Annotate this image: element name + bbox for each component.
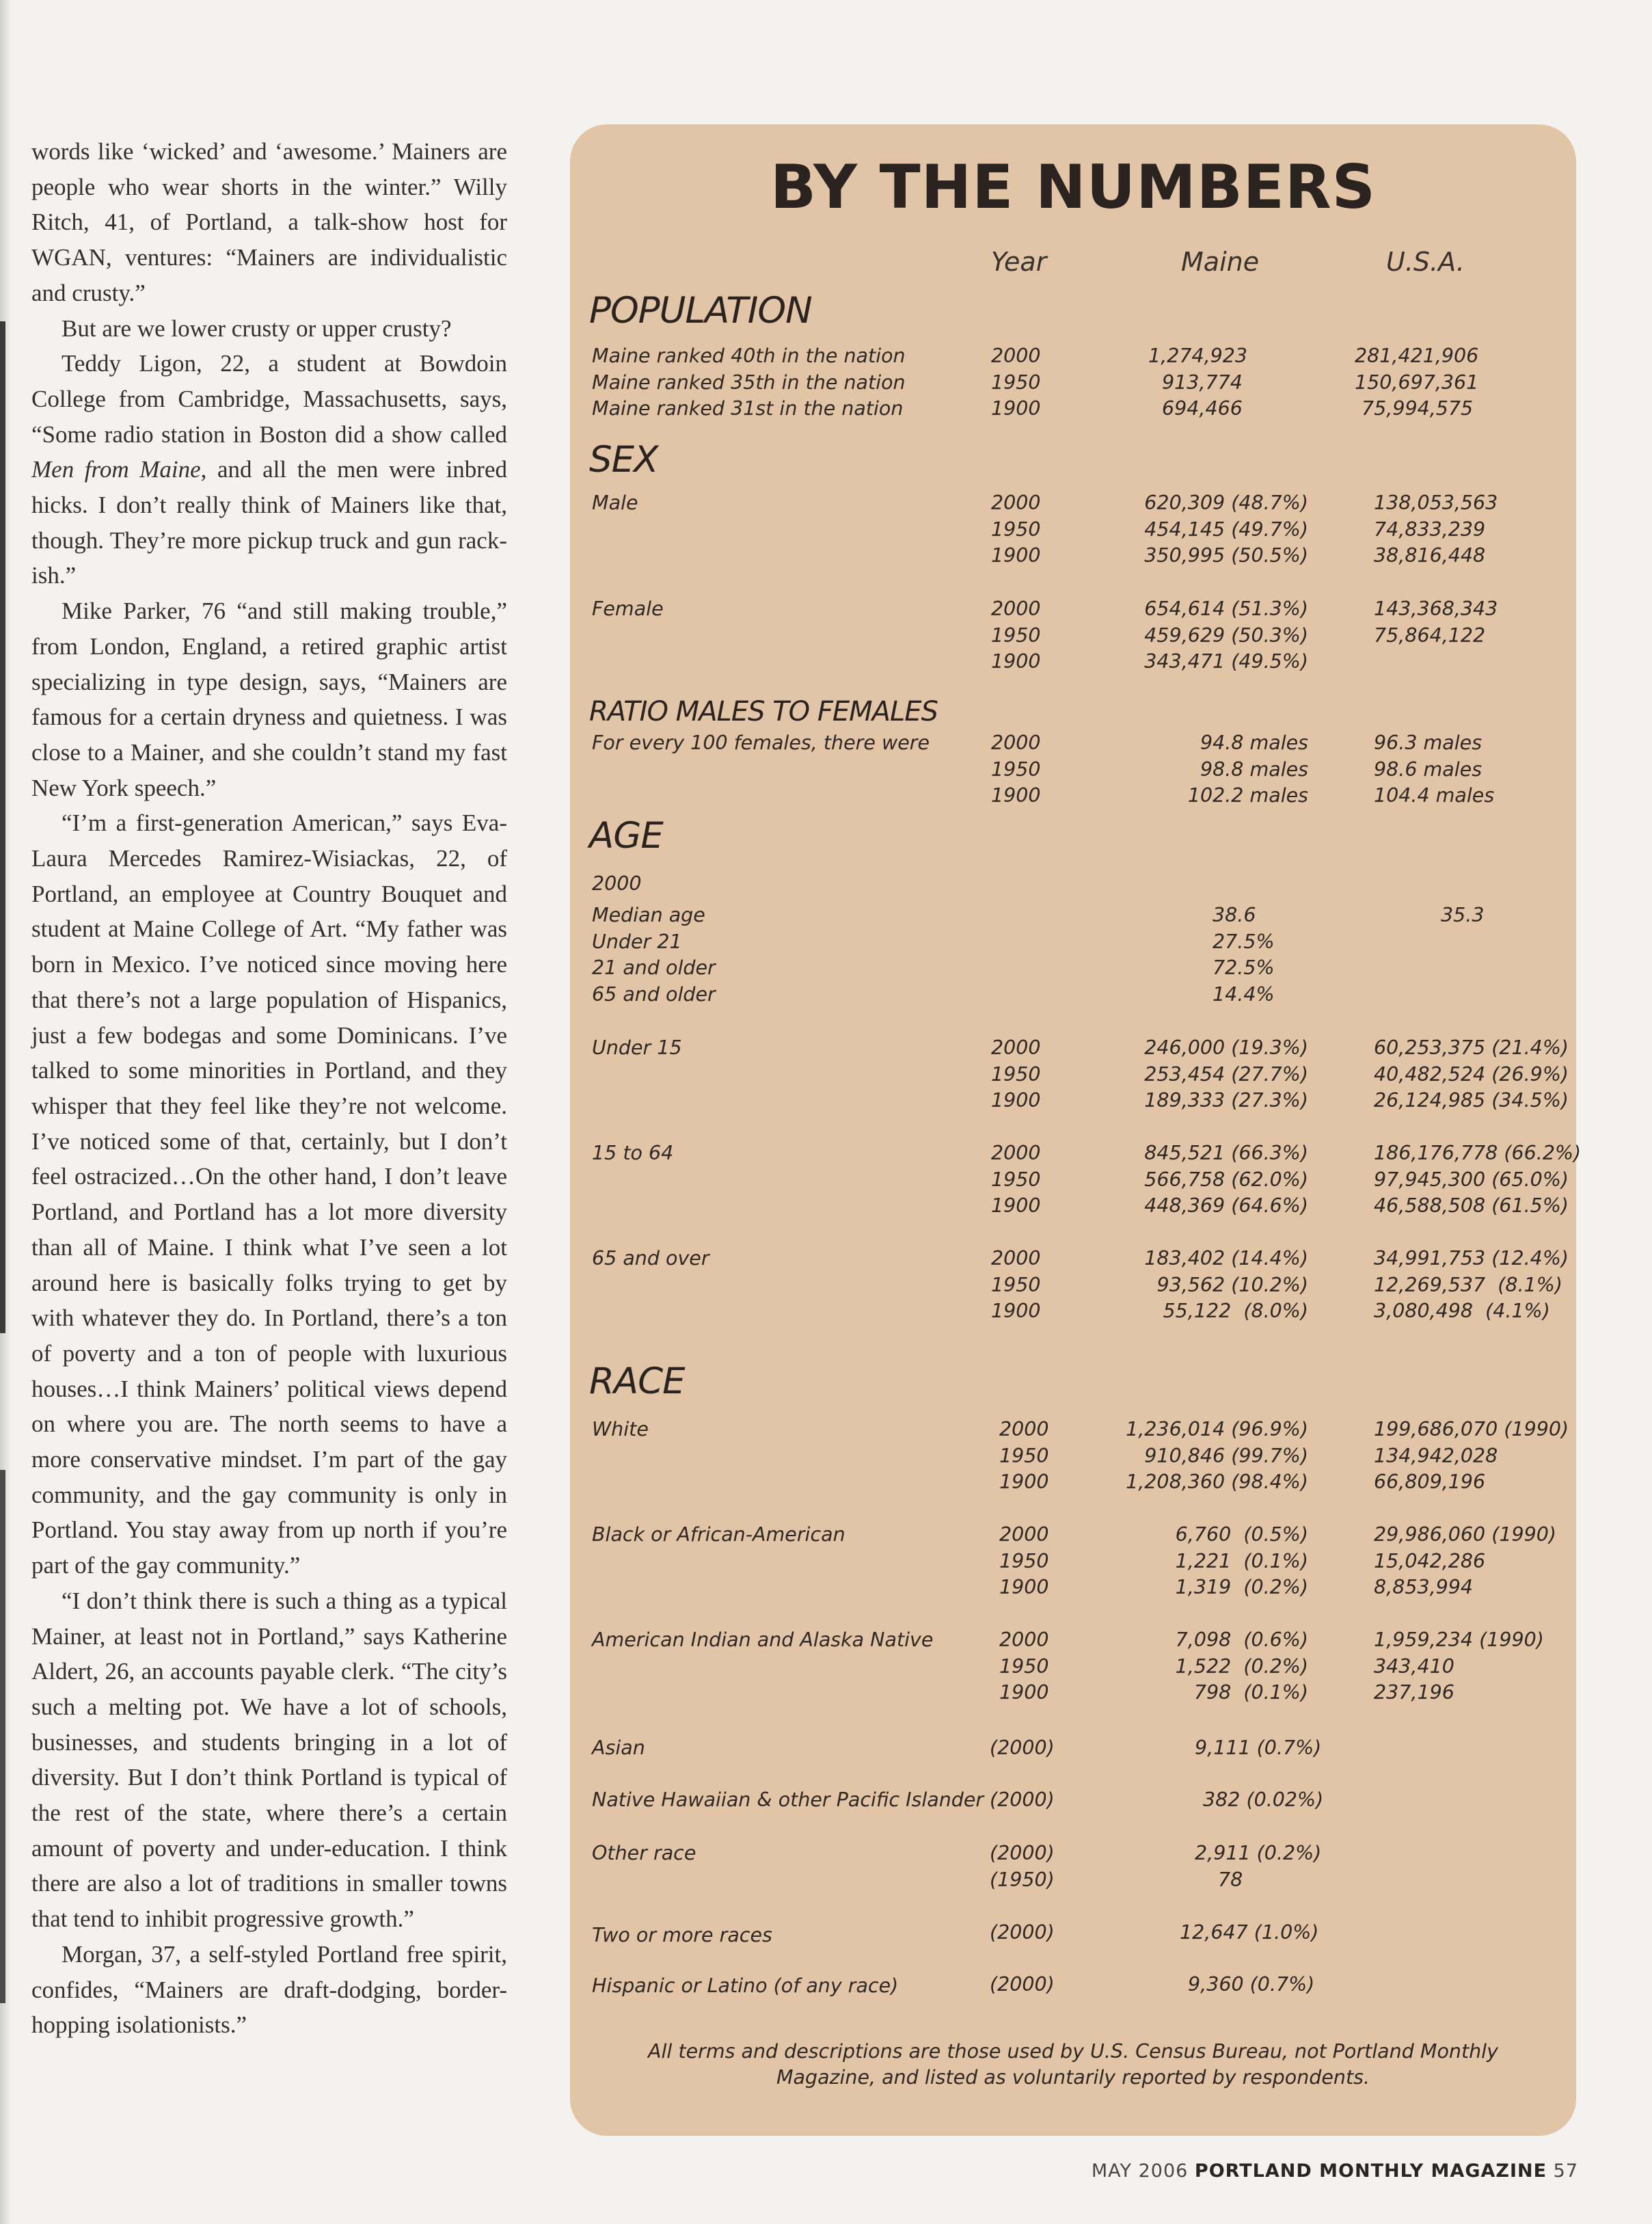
age-year-label: 2000: [592, 872, 642, 895]
header-maine: Maine: [1181, 247, 1260, 277]
usa-cell: 29,986,060 (1990): [1374, 1523, 1557, 1546]
row-label: Maine ranked 31st in the nation: [592, 397, 904, 420]
race-hawaiian-maine: 382 (0.02%): [1203, 1788, 1324, 1811]
maine-cell: 350,995 (50.5%): [1144, 544, 1308, 567]
maine-cell: 1,274,923: [1148, 345, 1248, 367]
bleed-mark: [0, 1470, 5, 2003]
page-folio: [1092, 2160, 1578, 2182]
maine-cell: 246,000 (19.3%): [1144, 1036, 1308, 1059]
maine-cell: 189,333 (27.3%): [1144, 1089, 1308, 1112]
header-usa: U.S.A.: [1386, 247, 1465, 277]
race-hawaiian-label: Native Hawaiian & other Pacific Islander: [592, 1788, 984, 1811]
maine-cell: 459,629 (50.3%): [1144, 624, 1308, 647]
year-cell: 1950: [991, 1273, 1041, 1296]
usa-cell: 1,959,234 (1990): [1374, 1629, 1544, 1651]
usa-cell: 38,816,448: [1374, 544, 1486, 567]
usa-cell: 199,686,070 (1990): [1374, 1418, 1569, 1441]
paragraph-text: “I’m a first-generation American,” says Eva-Laura Mercedes Ramirez-Wisiackas, 22, of Portland, an employee at Country Bouquet and student at Maine College of Art. “My father was born in Mexico. I’ve noticed since moving here that there’s not a large population of Hispanics, just a few bodegas and some Dominicans. I’ve talked to some minorities in Portland, and they whisper that they feel like they’re not welcome. I’ve noticed some of that, certainly, but I don’t feel ostracized…On the other hand, I don’t leave Portland, and Portland has a lot more diversity than all of Maine. I think what I’ve seen a lot around here is basically folks trying to get by with whatever they do. In Portland, there’s a ton of poverty and a ton of people with luxurious houses…I think Mainers’ political views depend on where you are. The north seems to have a more conservative mindset. I’m part of the gay community, and the gay community is only in Portland. You stay away from up north if you’re part of the gay community.”: [31, 809, 507, 1579]
article-paragraph: [31, 346, 507, 593]
year-cell: 1900: [991, 544, 1041, 567]
ratio-label: For every 100 females, there were: [592, 732, 930, 754]
race-black-label: Black or African-American: [592, 1523, 845, 1546]
age-under21-maine: 27.5%: [1213, 930, 1275, 953]
bleed-mark: [0, 321, 5, 1333]
usa-cell: 343,410: [1374, 1654, 1454, 1678]
italic-title: Men from Maine: [31, 456, 201, 483]
usa-cell: 138,053,563: [1374, 492, 1498, 514]
race-two-label: Two or more races: [592, 1924, 772, 1946]
census-footnote: All terms and descriptions are those used by U.S. Census Bureau, not Portland Monthly Magazine, and listed as voluntarily reported by respondents.: [648, 2040, 1498, 2089]
year-cell: 1900: [991, 397, 1041, 420]
usa-cell: 3,080,498 (4.1%): [1374, 1300, 1550, 1322]
race-hispanic-maine: 9,360 (0.7%): [1188, 1973, 1315, 1996]
year-cell: 1900: [991, 1194, 1041, 1217]
maine-cell: 845,521 (66.3%): [1144, 1142, 1308, 1164]
maine-cell: 102.2 males: [1187, 784, 1308, 807]
usa-cell: 96.3 males: [1374, 732, 1482, 754]
age-over65-maine: 14.4%: [1213, 982, 1275, 1006]
usa-cell: 75,864,122: [1374, 624, 1486, 647]
maine-cell: 913,774: [1162, 371, 1243, 394]
usa-cell: 281,421,906: [1355, 345, 1479, 367]
article-paragraph: [31, 1583, 507, 1937]
race-hawaiian-year: (2000): [990, 1788, 1055, 1811]
section-ratio: RATIO MALES TO FEMALES: [589, 696, 938, 727]
year-cell: 2000: [999, 1418, 1049, 1441]
age-over21-label: 21 and older: [592, 956, 716, 979]
article-paragraph: [31, 593, 507, 805]
folio-magazine: PORTLAND MONTHLY MAGAZINE: [1194, 2160, 1547, 2182]
usa-cell: 46,588,508 (61.5%): [1374, 1194, 1569, 1217]
maine-cell: 620,309 (48.7%): [1144, 492, 1308, 514]
race-other-maine: 78: [1218, 1868, 1243, 1891]
year-cell: 2000: [999, 1523, 1049, 1546]
race-other-year: (1950): [990, 1868, 1055, 1891]
usa-cell: 237,196: [1374, 1681, 1454, 1704]
article-paragraph: [31, 805, 507, 1583]
year-cell: 1950: [991, 371, 1041, 394]
usa-cell: 26,124,985 (34.5%): [1374, 1089, 1569, 1112]
age-median-maine: 38.6: [1213, 904, 1256, 926]
age-under21-label: Under 21: [592, 930, 682, 953]
usa-cell: 134,942,028: [1374, 1444, 1498, 1467]
maine-cell: 910,846 (99.7%): [1144, 1444, 1308, 1467]
maine-cell: 654,614 (51.3%): [1144, 598, 1308, 620]
maine-cell: 1,221 (0.1%): [1175, 1549, 1308, 1572]
maine-cell: 454,145 (49.7%): [1144, 518, 1308, 541]
paragraph-text: “I don’t think there is such a thing as a typical Mainer, at least not in Portland,” says Katherine Aldert, 26, an accounts payable clerk. “The city’s such a melting pot. We have a lot of schools, businesses, and students bringing in a lot of diversity. But I don’t think Portland is typical of the rest of the state, where there’s a certain amount of poverty and under-education. I think there are also a lot of traditions in smaller towns that tend to inhibit progressive growth.”: [31, 1587, 507, 1933]
maine-cell: 566,758 (62.0%): [1144, 1168, 1308, 1191]
year-cell: 2000: [999, 1629, 1049, 1651]
race-other-year: (2000): [990, 1842, 1055, 1864]
by-the-numbers-box: [570, 124, 1582, 2136]
usa-cell: 74,833,239: [1374, 518, 1486, 541]
section-population: POPULATION: [589, 290, 812, 332]
usa-cell: 34,991,753 (12.4%): [1374, 1247, 1569, 1270]
race-native-label: American Indian and Alaska Native: [592, 1629, 934, 1651]
year-cell: 1950: [999, 1444, 1049, 1467]
row-label: Maine ranked 35th in the nation: [592, 371, 906, 394]
year-cell: 2000: [991, 492, 1041, 514]
sex-female-label: Female: [592, 598, 664, 620]
year-cell: 2000: [991, 345, 1041, 367]
age-under15-label: Under 15: [592, 1036, 682, 1059]
usa-cell: 60,253,375 (21.4%): [1374, 1036, 1569, 1059]
maine-cell: 343,471 (49.5%): [1144, 650, 1308, 673]
section-race: RACE: [589, 1361, 685, 1402]
maine-cell: 1,319 (0.2%): [1175, 1576, 1308, 1598]
row-label: Maine ranked 40th in the nation: [592, 345, 906, 367]
year-cell: 1900: [991, 784, 1041, 807]
age-median-usa: 35.3: [1441, 904, 1485, 926]
sex-male-label: Male: [592, 492, 638, 514]
usa-cell: 97,945,300 (65.0%): [1374, 1168, 1569, 1191]
race-white-label: White: [592, 1418, 649, 1441]
maine-cell: 448,369 (64.6%): [1144, 1194, 1308, 1217]
usa-cell: 143,368,343: [1374, 598, 1498, 620]
year-cell: 2000: [991, 1036, 1041, 1059]
usa-cell: 8,853,994: [1374, 1576, 1474, 1598]
year-cell: 1950: [991, 758, 1041, 781]
paragraph-text: words like ‘wicked’ and ‘awesome.’ Mainers are people who wear shorts in the winter.” Willy Ritch, 41, of Portland, a talk-show host for WGAN, ventures: “Mainers are individualistic and crusty.”: [31, 138, 507, 306]
usa-cell: 75,994,575: [1362, 397, 1474, 420]
maine-cell: 93,562 (10.2%): [1156, 1273, 1308, 1296]
maine-cell: 694,466: [1162, 397, 1243, 420]
year-cell: 1900: [991, 1300, 1041, 1322]
age-over65-label: 65 and older: [592, 982, 716, 1006]
usa-cell: 15,042,286: [1374, 1549, 1486, 1572]
year-cell: 1900: [999, 1471, 1049, 1493]
section-age: AGE: [589, 815, 663, 857]
maine-cell: 1,522 (0.2%): [1175, 1654, 1308, 1678]
year-cell: 1900: [999, 1681, 1049, 1704]
race-hispanic-year: (2000): [990, 1973, 1055, 1996]
year-cell: 1950: [991, 1062, 1041, 1086]
article-paragraph: [31, 1937, 507, 2043]
race-hispanic-label: Hispanic or Latino (of any race): [592, 1974, 899, 1997]
age-65over-label: 65 and over: [592, 1247, 709, 1270]
usa-cell: 104.4 males: [1374, 784, 1495, 807]
usa-cell: 98.6 males: [1374, 758, 1482, 781]
year-cell: 2000: [991, 1247, 1041, 1270]
age-15to64-label: 15 to 64: [592, 1142, 674, 1164]
race-asian-label: Asian: [592, 1737, 645, 1759]
maine-cell: 183,402 (14.4%): [1144, 1247, 1308, 1270]
race-asian-year: (2000): [990, 1737, 1055, 1759]
year-cell: 1950: [991, 624, 1041, 647]
race-other-label: Other race: [592, 1842, 696, 1864]
maine-cell: 253,454 (27.7%): [1144, 1062, 1308, 1086]
usa-cell: 66,809,196: [1374, 1471, 1486, 1493]
year-cell: 2000: [991, 1142, 1041, 1164]
folio-page: 57: [1553, 2160, 1578, 2182]
maine-cell: 7,098 (0.6%): [1175, 1629, 1308, 1651]
year-cell: 2000: [991, 732, 1041, 754]
maine-cell: 98.8 males: [1200, 758, 1308, 781]
year-cell: 1900: [999, 1576, 1049, 1598]
race-asian-maine: 9,111 (0.7%): [1195, 1737, 1322, 1759]
race-two-year: (2000): [990, 1921, 1055, 1944]
paragraph-text: But are we lower crusty or upper crusty?: [62, 314, 452, 342]
race-other-maine: 2,911 (0.2%): [1195, 1842, 1322, 1864]
paragraph-text: Teddy Ligon, 22, a student at Bowdoin College from Cambridge, Massachusetts, says, “Some radio station in Boston did a show called: [31, 350, 507, 448]
year-cell: 1950: [999, 1654, 1049, 1678]
maine-cell: 1,208,360 (98.4%): [1126, 1471, 1308, 1493]
year-cell: 1950: [991, 1168, 1041, 1191]
article-paragraph: [31, 311, 507, 347]
race-two-maine: 12,647 (1.0%): [1180, 1921, 1319, 1944]
usa-cell: 150,697,361: [1355, 371, 1479, 394]
maine-cell: 55,122 (8.0%): [1163, 1300, 1308, 1322]
article-paragraph: [31, 134, 507, 311]
year-cell: 1900: [991, 650, 1041, 673]
folio-date: MAY 2006: [1091, 2160, 1189, 2182]
maine-cell: 6,760 (0.5%): [1175, 1523, 1308, 1546]
usa-cell: 12,269,537 (8.1%): [1374, 1273, 1562, 1296]
year-cell: 1950: [991, 518, 1041, 541]
maine-cell: 1,236,014 (96.9%): [1126, 1418, 1308, 1441]
usa-cell: 186,176,778 (66.2%): [1374, 1142, 1582, 1164]
header-year: Year: [991, 247, 1047, 277]
article-column: [31, 134, 507, 2043]
paragraph-text: , and all the men were inbred hicks. I don’t really think of Mainers like that, though. They’re more pickup truck and gun rack-ish.”: [31, 456, 507, 589]
year-cell: 1900: [991, 1089, 1041, 1112]
box-title: BY THE NUMBERS: [770, 152, 1377, 222]
age-over21-maine: 72.5%: [1213, 956, 1275, 979]
section-sex: SEX: [589, 439, 658, 481]
age-median-label: Median age: [592, 904, 705, 926]
paragraph-text: Morgan, 37, a self-styled Portland free spirit, confides, “Mainers are draft-dodging, border-hopping isolationists.”: [31, 1940, 507, 2039]
maine-cell: 94.8 males: [1200, 732, 1308, 754]
maine-cell: 798 (0.1%): [1193, 1681, 1308, 1704]
year-cell: 2000: [991, 598, 1041, 620]
usa-cell: 40,482,524 (26.9%): [1374, 1062, 1569, 1086]
paragraph-text: Mike Parker, 76 “and still making trouble,” from London, England, a retired graphic artist specializing in type design, says, “Mainers are famous for a certain dryness and quietness. I was close to a Mainer, and she couldn’t stand my fast New York speech.”: [31, 598, 507, 801]
year-cell: 1950: [999, 1549, 1049, 1572]
